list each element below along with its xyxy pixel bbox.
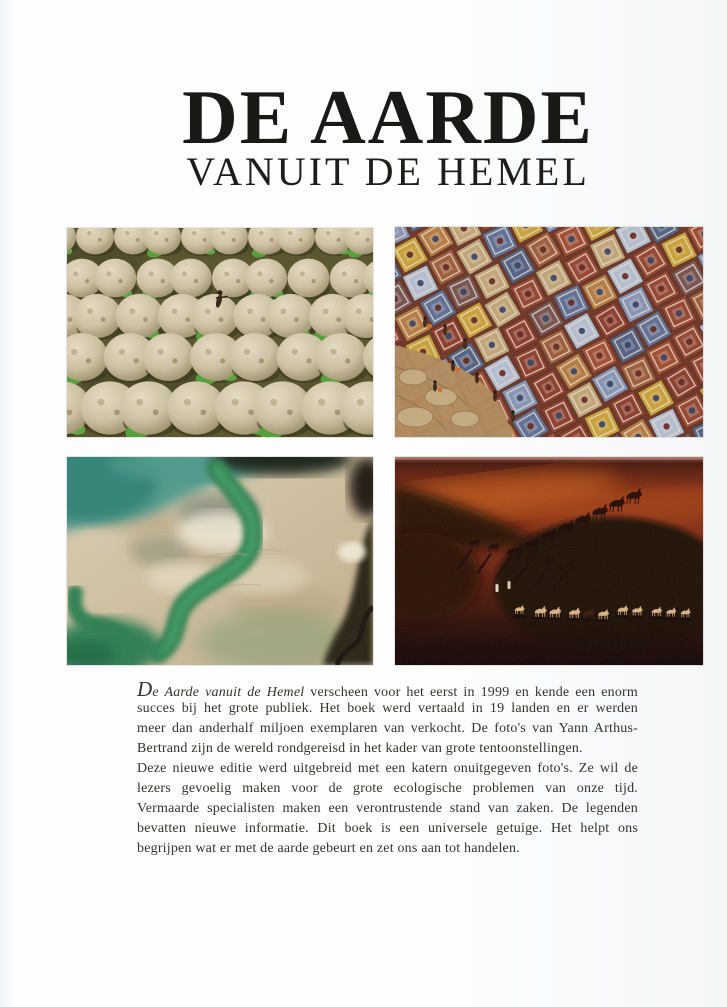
text-line-8: bevatten nieuwe informatie. Dit boek is een universele getuige. Het helpt ons xyxy=(137,821,638,836)
text-line-4: Bertrand zijn de wereld rondgereisd in het kader van grote tentoonstellingen. xyxy=(137,741,583,756)
lead-capital: D xyxy=(137,677,153,701)
text-line-9: begrijpen wat er met de aarde gebeurt en zet ons aan tot handelen. xyxy=(137,841,520,856)
cotton-bales-illustration xyxy=(67,228,373,437)
text-line-7: Vermaarde specialisten maken een verontrustende stand van zaken. De legenden xyxy=(137,801,638,816)
carpets-illustration xyxy=(395,227,703,437)
text-line-2: succes bij het grote publiek. Het boek werd vertaald in 19 landen en er werden xyxy=(137,701,638,716)
photo-camel-caravan xyxy=(395,457,703,665)
photo-cotton-bales xyxy=(67,228,373,437)
caravan-illustration xyxy=(395,457,703,665)
text-line-3: meer dan anderhalf miljoen exemplaren van verkocht. De foto's van Yann Arthus- xyxy=(137,721,638,736)
text-line-1 xyxy=(137,679,638,699)
description-text xyxy=(137,679,638,859)
text-line-5: Deze nieuwe editie werd uitgebreid met een katern onuitgegeven foto's. Ze wil de xyxy=(137,761,638,776)
line1-rest: verscheen voor het eerst in 1999 en kende een enorm xyxy=(304,685,638,700)
text-line-6: lezers gevoelig maken voor de grote ecologische problemen van onze tijd. xyxy=(137,781,638,796)
book-title-main: DE AARDE xyxy=(182,74,594,160)
photo-drying-carpets xyxy=(395,227,703,437)
book-title-italic xyxy=(137,677,305,701)
photo-tidal-estuary xyxy=(67,457,373,665)
estuary-illustration xyxy=(67,457,373,665)
book-title-sub: VANUIT DE HEMEL xyxy=(186,149,590,194)
lead-phrase: e Aarde vanuit de Hemel xyxy=(152,685,305,700)
